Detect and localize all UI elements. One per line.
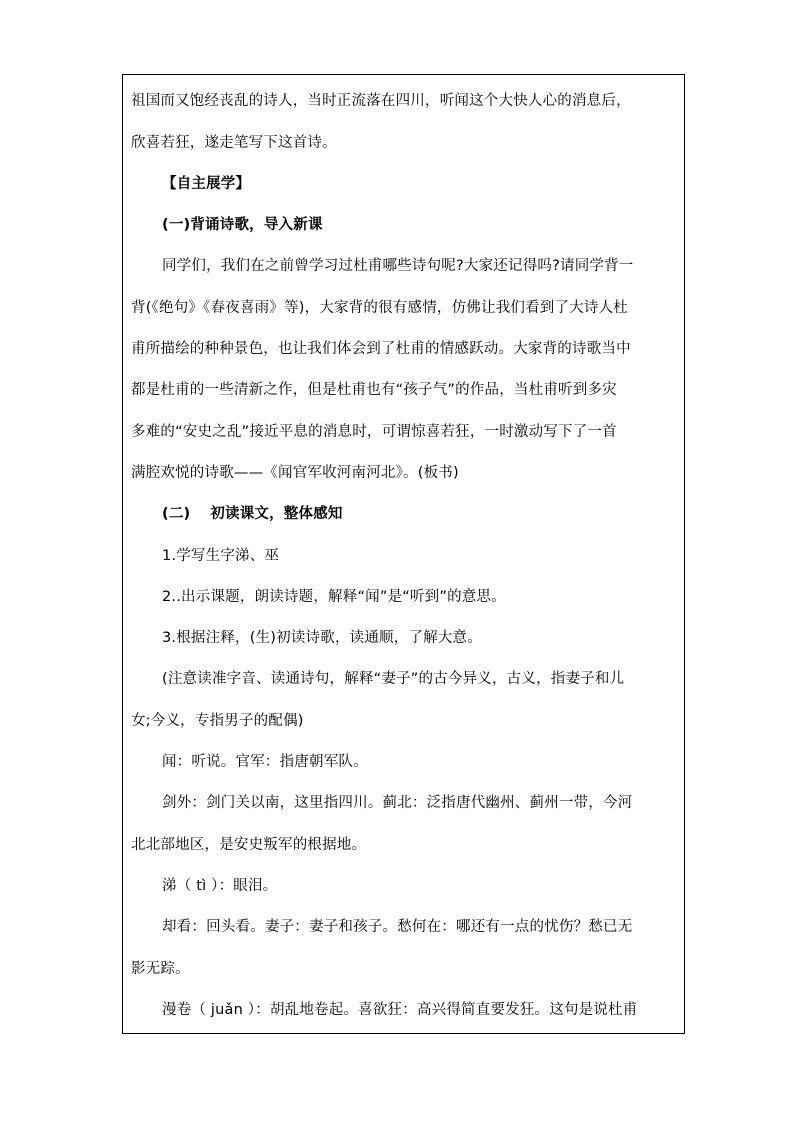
paragraph-line: 欣喜若狂，遂走笔写下这首诗。	[131, 135, 337, 151]
paragraph-line: 同学们，我们在之前曾学习过杜甫哪些诗句呢?大家还记得吗?请同学背一	[162, 258, 634, 274]
paragraph-line: 女;今义，专指男子的配偶)	[131, 713, 304, 729]
annotation-line: 剑外：剑门关以南，这里指四川。蓟北：泛指唐代幽州、蓟州一带，今河	[162, 795, 633, 811]
subsection-heading-1: (一)背诵诗歌，导入新课	[162, 217, 323, 233]
paragraph-line: 都是杜甫的一些清新之作，但是杜甫也有“孩子气”的作品，当杜甫听到多灾	[131, 382, 617, 398]
list-item: 3.根据注释，(生)初读诗歌，读通顺，了解大意。	[162, 630, 482, 646]
annotation-line: 涕（ tì ）：眼泪。	[162, 878, 278, 894]
annotation-line: 闻：听说。官军：指唐朝军队。	[162, 754, 368, 770]
list-item: 2..出示课题，朗读诗题，解释“闻”是“听到”的意思。	[162, 589, 506, 605]
paragraph-line: 甫所描绘的种种景色，也让我们体会到了杜甫的情感跃动。大家背的诗歌当中	[131, 341, 631, 357]
subsection-heading-2: (二) 初读课文，整体感知	[162, 506, 343, 522]
paragraph-line: 背(《绝句》《春夜喜雨》等)，大家背的很有感情，仿佛让我们看到了大诗人杜	[131, 300, 629, 316]
document-content-box	[122, 74, 685, 1034]
section-heading-self-study: 【自主展学】	[162, 176, 251, 192]
annotation-line: 北北部地区，是安史叛军的根据地。	[131, 837, 367, 853]
paragraph-line: 多难的“安史之乱”接近平息的消息时，可谓惊喜若狂，一时激动写下了一首	[131, 424, 617, 440]
list-item: 1.学写生字涕、巫	[162, 548, 280, 564]
paragraph-line: (注意读准字音、读通诗句，解释“妻子”的古今异义，古义，指妻子和儿	[162, 671, 625, 687]
annotation-line: 漫卷（ juǎn ）：胡乱地卷起。喜欲狂：高兴得简直要发狂。这句是说杜甫	[162, 1002, 638, 1018]
paragraph-line: 祖国而又饱经丧乱的诗人，当时正流落在四川，听闻这个大快人心的消息后，	[131, 93, 631, 109]
paragraph-line: 满腔欢悦的诗歌——《闻官军收河南河北》。(板书)	[131, 465, 459, 481]
annotation-line: 却看：回头看。妻子：妻子和孩子。愁何在：哪还有一点的忧伤？愁已无	[162, 919, 633, 935]
annotation-line: 影无踪。	[131, 961, 190, 977]
